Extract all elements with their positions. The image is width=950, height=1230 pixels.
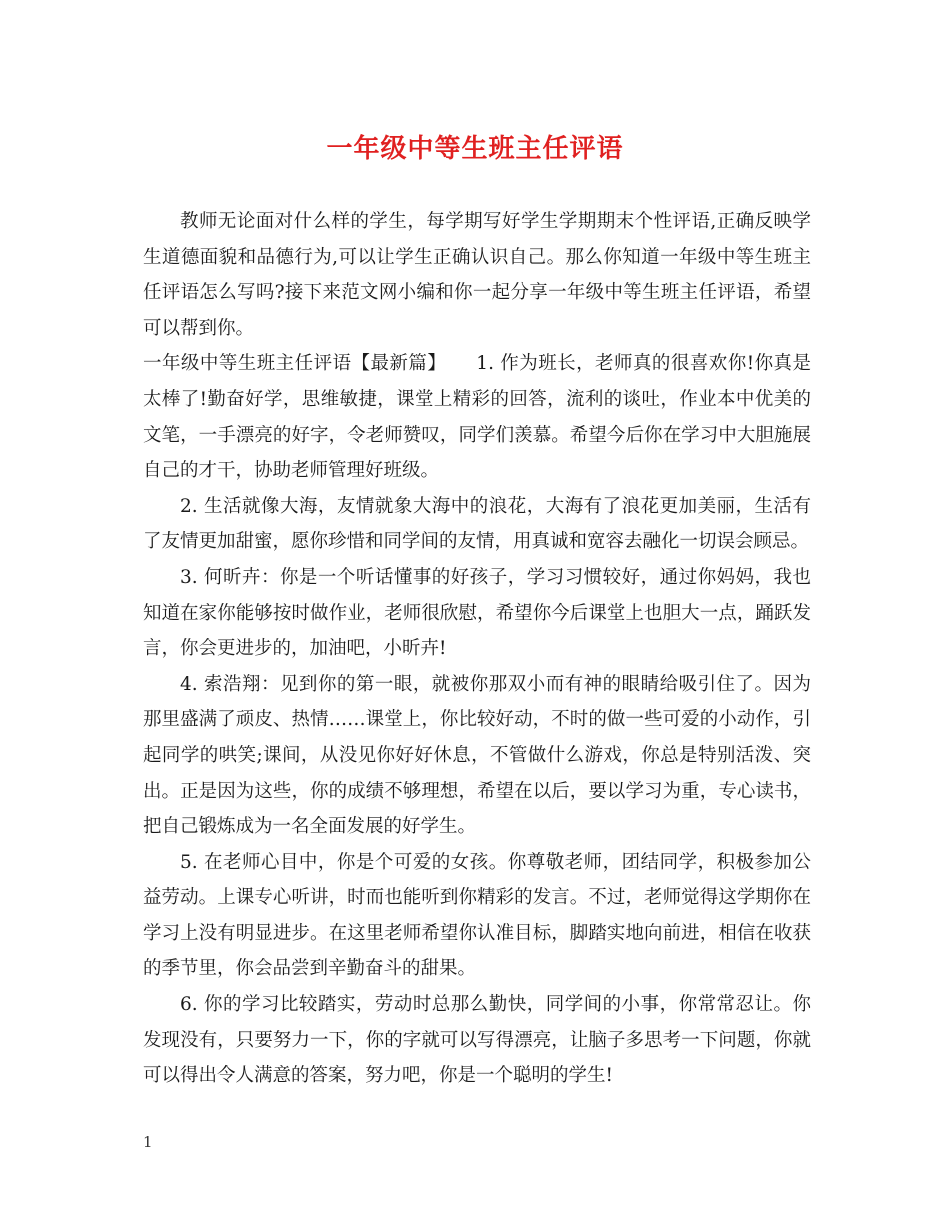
comment-5: 5. 在老师心目中，你是个可爱的女孩。你尊敬老师，团结同学，积极参加公益劳动。上课专心听讲，时而也能听到你精彩的发言。不过，老师觉得这学期你在学习上没有明显进步。在这里老师希望你认准目标，脚踏实地向前进，相信在收获的季节里，你会品尝到辛勤奋斗的甜果。 bbox=[143, 851, 811, 980]
comment-6: 6. 你的学习比较踏实，劳动时总那么勤快，同学间的小事，你常常忍让。你发现没有，只要努力一下，你的字就可以写得漂亮，让脑子多思考一下问题，你就可以得出令人满意的答案，努力吧，你是一个聪明的学生! bbox=[143, 994, 811, 1087]
document-body bbox=[143, 204, 811, 1094]
comment-2: 2. 生活就像大海，友情就象大海中的浪花，大海有了浪花更加美丽，生活有了友情更加甜蜜，愿你珍惜和同学间的友情，用真诚和宽容去融化一切误会顾忌。 bbox=[143, 495, 811, 553]
intro-paragraph: 教师无论面对什么样的学生，每学期写好学生学期期末个性评语,正确反映学生道德面貌和品德行为,可以让学生正确认识自己。那么你知道一年级中等生班主任评语怎么写吗?接下来范文网小编和你一起分享一年级中等生班主任评语，希望可以帮到你。 bbox=[143, 211, 811, 339]
section-heading: 一年级中等生班主任评语【最新篇】 bbox=[143, 353, 447, 375]
comment-paragraph-1 bbox=[143, 346, 811, 488]
document-title: 一年级中等生班主任评语 bbox=[326, 134, 624, 164]
page-number: 1 bbox=[143, 1133, 153, 1151]
comment-4: 4. 索浩翔：见到你的第一眼，就被你那双小而有神的眼睛给吸引住了。因为那里盛满了顽皮、热情……课堂上，你比较好动，不时的做一些可爱的小动作，引起同学的哄笑;课间，从没见你好好休息，不管做什么游戏，你总是特别活泼、突出。正是因为这些，你的成绩不够理想，希望在以后，要以学习为重，专心读书，把自己锻炼成为一名全面发展的好学生。 bbox=[143, 673, 811, 838]
comment-1: 1. 作为班长，老师真的很喜欢你!你真是太棒了!勤奋好学，思维敏捷，课堂上精彩的回答，流利的谈吐，作业本中优美的文笔，一手漂亮的好字，令老师赞叹，同学们羡慕。希望今后你在学习中大胆施展自己的才干，协助老师管理好班级。 bbox=[143, 353, 811, 482]
comment-3: 3. 何昕卉：你是一个听话懂事的好孩子，学习习惯较好，通过你妈妈，我也知道在家你能够按时做作业，老师很欣慰，希望你今后课堂上也胆大一点，踊跃发言，你会更进步的，加油吧，小昕卉! bbox=[143, 566, 811, 660]
